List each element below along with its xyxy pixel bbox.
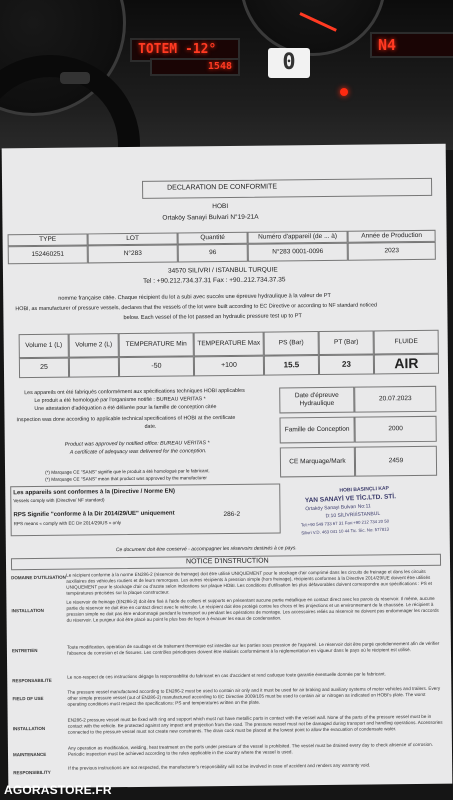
table1-cell: 96 — [178, 244, 248, 263]
right-display — [370, 32, 453, 58]
section-label: RESPONSABILITE — [12, 677, 52, 684]
conformity-line: RPS Signifie "conforme à la Dir 2014/29/UE" uniquement — [13, 510, 175, 519]
table2-header: PS (Bar) — [264, 331, 319, 356]
test-info-value: 2459 — [355, 446, 437, 477]
steering-wheel-icon — [0, 55, 140, 150]
english-statement-1: HOBI, as manufacturer of pressure vessels, declares that the vessels of the lot were built according to EC Directive or according to NF standard noticed — [15, 302, 378, 313]
test-info-value: 2000 — [354, 416, 436, 443]
stamp-line: D:10 SİLİVRİ/İSTANBUL — [325, 510, 381, 520]
test-info-label: Famille de Conception — [279, 417, 354, 444]
left-text-line: Une attestation d'adéquation a été délivrée pour la famille de conception citée — [34, 404, 217, 413]
company-stamp — [294, 483, 436, 541]
table1-cell: 152460251 — [8, 245, 88, 264]
marking-note: (*) Marquage CE "SANS" signifie que le produit a été homologué par le fabricant. — [45, 468, 210, 475]
section-text: Le réservoir de freinage (EN286-2) doit être fixé à l'aide de colliers et supports en présentant aucune partie métallique en contact direct avec les parois du réservoir. Il même, aucune partie du réservoir ne doit être en contact direct avec le véhicule. Le récipient doit être protégé contre les chocs et les projections et un environnement de la chaussée. Le récipient à pression simple ne doit pas être endommagé pendant le transport ou pendant les opérations de montage. Les accessoires reliés au réservoir ne doivent pas endommager les raccords du réservoir. Le purgeur doit être placé au point le plus bas de façon à évacuer les eaux de condensation. — [66, 595, 439, 623]
speedometer-gauge — [240, 0, 386, 56]
table1-header: Année de Production — [348, 230, 436, 243]
table2-cell: 15.5 — [264, 355, 319, 376]
company-name: HOBI — [212, 202, 229, 211]
section-label: RESPONSIBILITY — [13, 769, 51, 776]
left-text-line: date. — [144, 423, 157, 430]
section-label: INSTALLATION — [12, 725, 46, 732]
french-statement: nomme française citée. Chaque récipient du lot a subi avec succès une épreuve hydraulique à la valeur de PT — [58, 292, 331, 302]
table2-cell: +100 — [194, 356, 264, 377]
table1-cell: N°283 — [88, 245, 178, 264]
table1-header: Quantité — [178, 232, 248, 245]
display-time-text: 1548 — [207, 61, 232, 72]
section-label: MAINTENANCE — [12, 751, 47, 758]
section-text: EN286-2 pressure vessel must be fixed with ring and support which must not have metallic parts in contact with the vessel wall. None of the parts of the pressure vessel must be in contact with the vehicle. Be protected against any impact and projection from the road. The pressure vessel must not be damaged during transport and handling operations. Accessories connected to the pressure vessel must not create new constraints. The drain cock must be placed at the lowest point to allow the evacuation of condensate water. — [67, 713, 443, 735]
section-label: FIELD OF USE — [12, 695, 44, 702]
section-text: Toute modification, opération de soudage et de traitement thermique est interdite sur les parties sous pression de l'appareil. Le réservoir doit être purgé quotidiennement afin de vérifier l'absence de corrosion et de fissures. Les contrôles périodiques doivent être réalisés conformément à la réglementation en vigueur dans le pays où le récipient est utilisé. — [66, 640, 440, 656]
test-info-value: 20.07.2023 — [354, 386, 436, 413]
table1-cell: N°283 0001-0096 — [248, 243, 348, 262]
gear-display — [268, 48, 310, 78]
section-label: INSTALLATION — [11, 607, 44, 614]
table2-cell: AIR — [374, 354, 439, 375]
english-statement-2: below. Each vessel of the lot passed an hydraulic pressure test up to PT — [123, 313, 302, 322]
section-text: Le non-respect de ces instructions dégage la responsabilité du fabricant en cas d'accident et rend caduque toute garantie éventuelle donnée par le fabricant. — [67, 671, 386, 680]
table2-cell: 23 — [319, 354, 374, 375]
table2-cell: 25 — [19, 358, 69, 379]
table2-header: FLUIDE — [374, 330, 439, 355]
conformity-declaration-document — [2, 144, 453, 789]
wiper-stalk — [60, 72, 90, 84]
left-text-line: Product was approved by notified office: BUREAU VERITAS * — [64, 440, 210, 448]
section-label: DOMAINE D'UTILISATION — [11, 574, 66, 581]
gear-display-text: 0 — [282, 50, 296, 75]
retain-notice: Ce document doit être conservé - accompagner les réservoirs destinés à ce pays. — [115, 545, 297, 554]
stamp-line: HOBI BASINÇLI KAP — [339, 485, 390, 494]
section-text: If the previous instructions are not respected, the manufacturer's responsibility will not be involved in case of accident and renders any warranty void. — [68, 762, 371, 771]
left-text-line: Les appareils ont été fabriqués conformément aux spécifications techniques HOBI applicables — [24, 387, 245, 397]
table2-cell — [69, 357, 119, 378]
conformity-line: Vessels comply with (Directive/ NF standard) — [13, 497, 105, 504]
vehicle-dashboard — [0, 0, 453, 150]
test-info-label: CE Marquage/Mark — [280, 447, 355, 478]
conformity-line: RPS means « comply with EC Dir 2014/29/US » only — [13, 520, 122, 527]
left-text-line: A certificate of adequacy was delivered for the conception. — [69, 448, 207, 456]
marking-note: (*) Marquage CE "SANS" mean that product was approved by the manufacturer — [45, 475, 207, 482]
display-left-text: TOTEM -12° — [138, 42, 217, 57]
table1-header: LOT — [88, 233, 178, 246]
document-title: DECLARATION DE CONFORMITE — [167, 183, 278, 192]
section-text: Le récipient conforme à la norme EN286-2 (réservoir de freinage) doit être utilisé UNIQUEMENT pour le stockage d'air comprimé dans les circuits de freinage et dans les circuits auxiliaires des véhicules routiers et de leurs remorques. Les autres récipients à pression simple (hors freinage), récipients conformes à la Directive 2014/29/UE doivent être utilisés UNIQUEMENT pour le stockage d'air ou d'azote selon indications sur plaque HOBI. Les conditions d'utilisation les plus défavorables doivent correspondre aux spécifications : PS et températures précisées sur la plaque constructeur. — [66, 568, 432, 596]
left-text-line: Le produit a été homologué par l'organisme notifié : BUREAU VERITAS * — [34, 396, 206, 405]
table1-cell: 2023 — [348, 242, 436, 261]
conformity-value: 286-2 — [223, 510, 241, 519]
stamp-line: YAN SANAYİ VE TİC.LTD. STİ. — [304, 493, 397, 505]
table1-header: Numéro d'appareil (de ... à) — [248, 231, 348, 244]
stamp-line: Ortaköy Sanayi Bulvarı No:11 — [305, 503, 371, 513]
city-line: 34570 SILIVRI / ISTANBUL TURQUIE — [167, 266, 278, 275]
right-display-text: N4 — [378, 36, 397, 54]
test-info-label: Date d'épreuve Hydraulique — [279, 387, 354, 414]
table2-cell: -50 — [119, 356, 194, 377]
conformity-line: Les appareils sont conformes à la (Directive / Norme EN) — [13, 488, 176, 497]
table2-header: Volume 2 (L) — [69, 333, 119, 358]
company-address: Ortaköy Sanayi Bulvari N°19-21A — [162, 213, 259, 222]
table2-header: PT (Bar) — [319, 330, 374, 355]
section-label: ENTRETIEN — [11, 647, 38, 654]
table2-header: TEMPERATURE Max — [194, 332, 264, 357]
table1-header: TYPE — [8, 233, 88, 246]
warning-light-icon — [340, 88, 348, 96]
table2-header: Volume 1 (L) — [19, 334, 69, 359]
phone-line: Tel : +90.212.734.37.31 Fax : +90..212.734.37.35 — [143, 276, 286, 285]
section-text: The pressure vessel manufactured according to EN286-2 must be used to contain air only and it must be used for air braking and auxiliary systems of motor vehicles and trailers. Every other simple pressure vessel (out of EN286-2) manufactured according to EC Directive 2009/105 must be used to contain air or nitrogen as indicated on HOBI's plate. The worst operating conditions must respect the specifications: PS and temperatures written on the plate. — [67, 685, 441, 707]
stamp-line: Silivri V.D. 463 041 10 44 Tic. Sic. No: 577813 — [301, 526, 390, 536]
notice-title: NOTICE D'INSTRUCTION — [185, 557, 269, 566]
time-display — [150, 58, 240, 76]
stamp-line: Tel:+90 549 733 67 31 Fax:+90 212 734 20 50 — [300, 518, 390, 528]
left-text-line: Inspection was done according to applicable technical specifications of HOBI at the certificate — [16, 414, 236, 424]
site-watermark: AGORASTORE.FR — [4, 783, 112, 797]
section-text: Any operation as modification, welding, heat treatment on the parts under pressure of the vessel is prohibited. The vessel must be drained every day to check absence of corrosion. Periodic inspection must be achieved according to the rules applicable in the country where the vessel is used. — [67, 741, 434, 757]
table2-header: TEMPERATURE Min — [119, 332, 194, 357]
